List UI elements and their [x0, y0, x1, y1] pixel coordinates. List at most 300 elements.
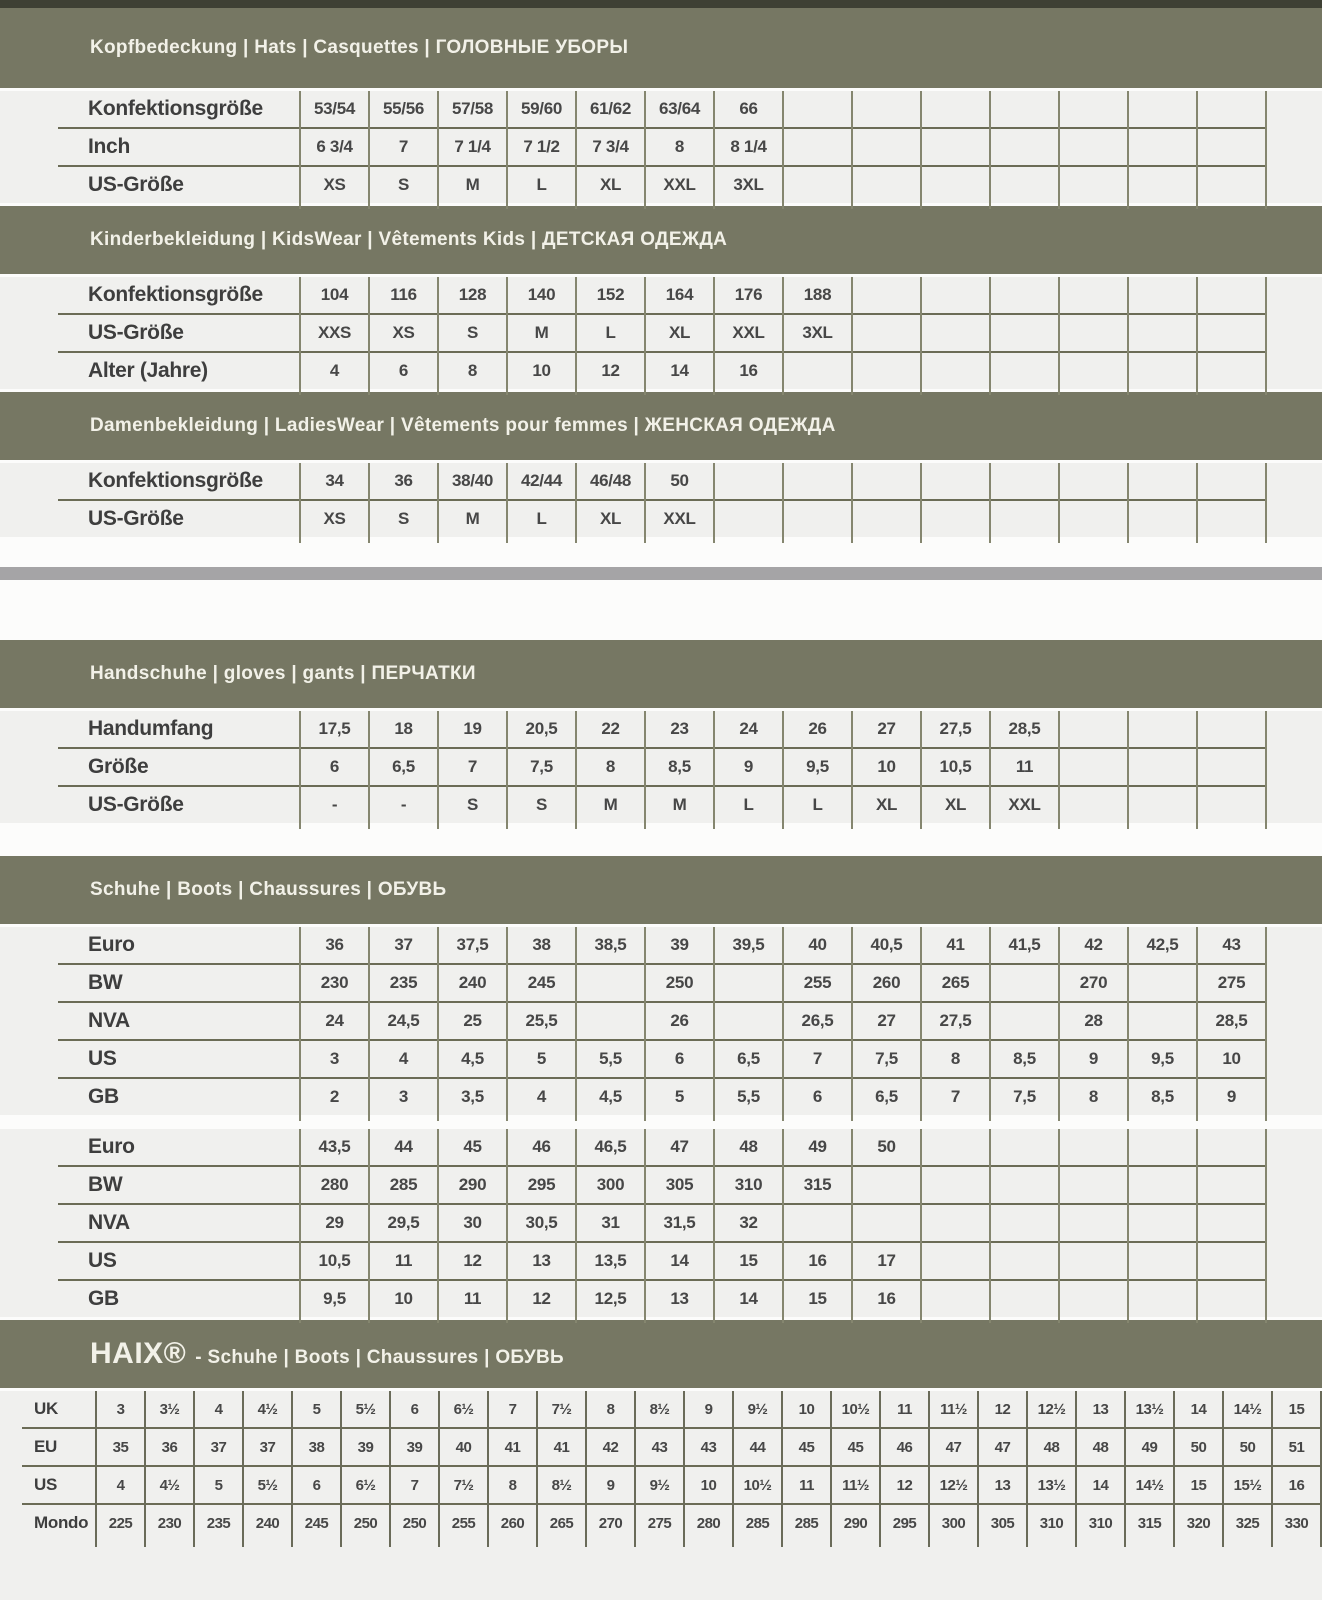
size-cell: 16 [1288, 1476, 1305, 1494]
size-cell: 152 [596, 285, 625, 304]
grid-line [1124, 1391, 1126, 1547]
size-cell: 41 [553, 1438, 570, 1456]
size-cell: 225 [108, 1514, 133, 1532]
size-cell: 260 [872, 973, 901, 992]
size-cell: 15 [739, 1251, 758, 1270]
size-cell: 3 [116, 1400, 125, 1418]
size-cell: 14 [1092, 1476, 1109, 1494]
grid-line [1265, 463, 1267, 543]
section-gap [0, 823, 1322, 856]
size-cell: 13 [994, 1476, 1011, 1494]
row-label: GB [88, 1085, 119, 1108]
grid-line [368, 927, 370, 1121]
size-cell: 6 [410, 1400, 419, 1418]
grid-line [1075, 1391, 1077, 1547]
table-row [0, 315, 1266, 351]
size-cell: 53/54 [313, 99, 356, 118]
size-cell: 9,5 [806, 757, 829, 776]
grid-line [989, 277, 991, 395]
size-cell: XS [323, 175, 346, 194]
grid-line [299, 277, 301, 395]
size-cell: 63/64 [658, 99, 701, 118]
size-cell: 8,5 [668, 757, 691, 776]
size-cell: 27 [877, 719, 896, 738]
size-cell: 4 [329, 361, 340, 380]
grid-line [1127, 277, 1129, 395]
size-cell: L [743, 795, 754, 814]
size-cell: 16 [877, 1289, 896, 1308]
size-cell: 5½ [355, 1400, 376, 1418]
size-cell: 6½ [453, 1400, 474, 1418]
size-cell: 50 [877, 1137, 896, 1156]
size-cell: 8 [950, 1049, 961, 1068]
row-label: Mondo [34, 1513, 89, 1532]
size-cell: 128 [458, 285, 487, 304]
grid-line [506, 91, 508, 209]
size-cell: 5 [674, 1087, 685, 1106]
size-cell: 12 [994, 1400, 1011, 1418]
size-cell: 50 [670, 471, 689, 490]
size-cell: 15 [1190, 1476, 1207, 1494]
grid-line [830, 1391, 832, 1547]
row-label: BW [88, 971, 123, 994]
grid-line [487, 1391, 489, 1547]
size-cell: 47 [994, 1438, 1011, 1456]
size-cell: L [605, 323, 616, 342]
grid-line [368, 1129, 370, 1323]
size-cell: 8,5 [1013, 1049, 1036, 1068]
size-cell: 24,5 [387, 1011, 420, 1030]
size-table [0, 463, 1266, 537]
size-cell: S [466, 323, 479, 342]
size-cell: 11 [463, 1289, 482, 1308]
grid-line [1127, 1129, 1129, 1323]
grid-line [1058, 463, 1060, 543]
size-cell: M [465, 175, 480, 194]
section-title: Damenbekleidung | LadiesWear | Vêtements pour femmes | ЖЕНСКАЯ ОДЕЖДА [90, 415, 836, 436]
grid-line [437, 1129, 439, 1323]
size-cell: 7,5 [1013, 1087, 1036, 1106]
table-strip [0, 927, 1322, 1317]
row-label: BW [88, 1173, 123, 1196]
size-cell: XL [944, 795, 967, 814]
size-cell: 4½ [257, 1400, 278, 1418]
size-cell: 12½ [939, 1476, 968, 1494]
size-cell: 8 [674, 137, 685, 156]
size-cell: 45 [463, 1137, 482, 1156]
size-cell: 265 [549, 1514, 574, 1532]
grid-line [506, 927, 508, 1121]
grid-line [299, 711, 301, 829]
size-cell: 270 [598, 1514, 623, 1532]
size-cell: XL [875, 795, 898, 814]
size-cell: 5½ [257, 1476, 278, 1494]
table-row [0, 91, 1266, 127]
row-label: Euro [88, 933, 135, 956]
grid-line [389, 1391, 391, 1547]
size-cell: 285 [794, 1514, 819, 1532]
size-cell: 14 [670, 361, 689, 380]
size-cell: 235 [389, 973, 418, 992]
grid-line [1127, 91, 1129, 209]
grid-line [437, 91, 439, 209]
grid-line [644, 91, 646, 209]
size-cell: XS [392, 323, 415, 342]
size-cell: 6 [312, 1476, 321, 1494]
size-cell: 6 [812, 1087, 823, 1106]
size-cell: 7,5 [875, 1049, 898, 1068]
grid-line [1265, 277, 1267, 395]
table-row [0, 1129, 1266, 1165]
size-cell: 12 [896, 1476, 913, 1494]
grid-line [851, 711, 853, 829]
grid-line [1058, 711, 1060, 829]
grid-line [782, 277, 784, 395]
row-label: Alter (Jahre) [88, 359, 208, 382]
size-cell: 41,5 [1008, 935, 1041, 954]
size-cell: 11 [897, 1400, 912, 1418]
size-cell: 240 [255, 1514, 280, 1532]
grid-line [299, 927, 301, 1121]
size-cell: XL [599, 509, 622, 528]
size-cell: 9,5 [323, 1289, 346, 1308]
row-label: Inch [88, 135, 130, 158]
size-cell: 3XL [802, 323, 833, 342]
size-cell: 245 [304, 1514, 329, 1532]
size-cell: 275 [647, 1514, 672, 1532]
size-cell: 4 [398, 1049, 409, 1068]
size-cell: 6,5 [737, 1049, 760, 1068]
size-cell: 28,5 [1008, 719, 1041, 738]
size-cell: 10 [877, 757, 896, 776]
row-label: Konfektionsgröße [88, 97, 263, 120]
size-cell: 9 [606, 1476, 615, 1494]
grid-line [1058, 277, 1060, 395]
grid-line [95, 1391, 97, 1547]
size-cell: 8 [467, 361, 478, 380]
size-table [0, 277, 1266, 389]
grid-line [851, 91, 853, 209]
table-row [0, 1167, 1266, 1203]
size-cell: 2 [329, 1087, 340, 1106]
size-cell: 26,5 [801, 1011, 834, 1030]
size-table [0, 1391, 1321, 1541]
grid-line [437, 711, 439, 829]
grid-line [437, 277, 439, 395]
grid-line [575, 277, 577, 395]
size-cell: 140 [527, 285, 556, 304]
size-cell: 4½ [159, 1476, 180, 1494]
grid-line [644, 711, 646, 829]
brand-name: HAIX® [90, 1337, 187, 1370]
grid-line [299, 1129, 301, 1323]
size-cell: XXL [663, 509, 696, 528]
section-title: Handschuhe | gloves | gants | ПЕРЧАТКИ [90, 663, 476, 684]
size-cell: 48 [739, 1137, 758, 1156]
section-header [0, 392, 1322, 460]
size-cell: 43 [1222, 935, 1241, 954]
grid-line [782, 927, 784, 1121]
grid-line [506, 1129, 508, 1323]
section-gloves [0, 640, 1322, 823]
size-cell: 17 [877, 1251, 896, 1270]
grid-line [851, 463, 853, 543]
table-row [0, 1505, 1321, 1541]
size-cell: 12 [601, 361, 620, 380]
grid-line [920, 277, 922, 395]
size-cell: 25,5 [525, 1011, 558, 1030]
size-cell: 315 [803, 1175, 832, 1194]
size-cell: L [812, 795, 823, 814]
size-cell: 37 [210, 1438, 227, 1456]
table-row [0, 927, 1266, 963]
table-row [0, 965, 1266, 1001]
grid-line [920, 91, 922, 209]
size-cell: L [536, 175, 547, 194]
size-cell: 8 [606, 1400, 615, 1418]
size-cell: 255 [803, 973, 832, 992]
size-cell: 13½ [1135, 1400, 1164, 1418]
section-header [0, 640, 1322, 708]
size-cell: 40 [455, 1438, 472, 1456]
size-cell: 285 [389, 1175, 418, 1194]
grid-line [1196, 463, 1198, 543]
size-cell: 9 [704, 1400, 713, 1418]
table-row [0, 1467, 1321, 1503]
grid-line [989, 91, 991, 209]
size-cell: 14 [739, 1289, 758, 1308]
size-cell: 6 [398, 361, 409, 380]
size-cell: 31,5 [663, 1213, 696, 1232]
size-cell: 7 [467, 757, 478, 776]
grid-line [506, 711, 508, 829]
size-table [0, 711, 1266, 823]
size-cell: 11 [394, 1251, 413, 1270]
grid-line [299, 91, 301, 209]
grid-line [1127, 927, 1129, 1121]
size-cell: 35 [112, 1438, 129, 1456]
size-cell: 13 [670, 1289, 689, 1308]
section-ladies [0, 392, 1322, 537]
size-cell: 11 [799, 1476, 814, 1494]
section-header [0, 206, 1322, 274]
size-cell: 9,5 [1151, 1049, 1174, 1068]
row-label: Konfektionsgröße [88, 283, 263, 306]
table-row [0, 353, 1266, 389]
size-cell: 10 [700, 1476, 717, 1494]
section-header [0, 1320, 1322, 1388]
size-cell: 39 [670, 935, 689, 954]
size-cell: 3XL [733, 175, 764, 194]
size-cell: 49 [808, 1137, 827, 1156]
section-title: Kinderbekleidung | KidsWear | Vêtements Kids | ДЕТСКАЯ ОДЕЖДА [90, 229, 728, 250]
grid-line [1058, 927, 1060, 1121]
size-cell: 39 [357, 1438, 374, 1456]
grid-line [879, 1391, 881, 1547]
grid-line [1196, 1129, 1198, 1323]
grid-line [368, 711, 370, 829]
size-cell: 29,5 [387, 1213, 420, 1232]
size-cell: 25 [463, 1011, 482, 1030]
size-cell: 10 [394, 1289, 413, 1308]
size-cell: 7 [410, 1476, 419, 1494]
table-strip [0, 711, 1322, 823]
size-cell: - [400, 795, 407, 814]
grid-line [575, 1129, 577, 1323]
grid-line [634, 1391, 636, 1547]
table-row [0, 711, 1266, 747]
size-cell: 300 [596, 1175, 625, 1194]
size-cell: 4 [116, 1476, 125, 1494]
size-cell: XXL [1008, 795, 1041, 814]
size-cell: 51 [1288, 1438, 1305, 1456]
size-cell: 48 [1092, 1438, 1109, 1456]
size-cell: 10 [798, 1400, 815, 1418]
table-row [0, 1243, 1266, 1279]
size-cell: 38/40 [451, 471, 494, 490]
size-cell: 23 [670, 719, 689, 738]
size-cell: 12 [532, 1289, 551, 1308]
size-cell: 42 [602, 1438, 619, 1456]
size-cell: XL [668, 323, 691, 342]
grid-line [1058, 91, 1060, 209]
grid-line [851, 927, 853, 1121]
size-cell: 32 [739, 1213, 758, 1232]
size-cell: 45 [798, 1438, 815, 1456]
grid-line [781, 1391, 783, 1547]
size-cell: 15 [1288, 1400, 1305, 1418]
size-cell: 3 [398, 1087, 409, 1106]
table-strip [0, 91, 1322, 203]
grid-line [644, 277, 646, 395]
row-label: US-Größe [88, 507, 184, 530]
size-cell: S [535, 795, 548, 814]
grid-line [1196, 91, 1198, 209]
size-cell: 11½ [842, 1476, 869, 1494]
table-row [0, 1391, 1321, 1427]
grid-line [920, 463, 922, 543]
size-cell: 45 [847, 1438, 864, 1456]
section-title [90, 1337, 564, 1371]
size-cell: 44 [394, 1137, 413, 1156]
grid-line [1265, 1129, 1267, 1323]
size-cell: 4,5 [599, 1087, 622, 1106]
top-border [0, 0, 1322, 8]
size-cell: 255 [451, 1514, 476, 1532]
grid-line [1127, 711, 1129, 829]
size-cell: 8½ [551, 1476, 572, 1494]
size-cell: 295 [527, 1175, 556, 1194]
grid-line [713, 91, 715, 209]
size-cell: 8 [605, 757, 616, 776]
size-cell: 285 [745, 1514, 770, 1532]
size-cell: S [466, 795, 479, 814]
grid-line [536, 1391, 538, 1547]
row-label: Euro [88, 1135, 135, 1158]
size-cell: 14½ [1233, 1400, 1262, 1418]
size-cell: 13,5 [594, 1251, 627, 1270]
grid-line [989, 927, 991, 1121]
size-cell: 310 [1088, 1514, 1113, 1532]
grid-line [1265, 91, 1267, 209]
grid-line [299, 463, 301, 543]
size-cell: 250 [353, 1514, 378, 1532]
size-cell: 27 [877, 1011, 896, 1030]
grid-line [242, 1391, 244, 1547]
table-strip [0, 463, 1322, 537]
size-cell: 9 [743, 757, 754, 776]
grid-line [713, 927, 715, 1121]
section-subtitle: - Schuhe | Boots | Chaussures | ОБУВЬ [195, 1347, 564, 1368]
size-cell: 10,5 [318, 1251, 351, 1270]
size-cell: 6 3/4 [316, 137, 353, 156]
size-cell: XL [599, 175, 622, 194]
size-cell: 16 [739, 361, 758, 380]
size-cell: 7½ [453, 1476, 474, 1494]
table-row [0, 129, 1266, 165]
table-row [0, 501, 1266, 537]
size-cell: 5 [536, 1049, 547, 1068]
size-cell: 5 [214, 1476, 223, 1494]
size-cell: 260 [500, 1514, 525, 1532]
table-row [0, 167, 1266, 203]
size-cell: 14½ [1135, 1476, 1164, 1494]
row-label: US-Größe [88, 173, 184, 196]
size-cell: 61/62 [589, 99, 632, 118]
grid-line [437, 463, 439, 543]
grid-line [713, 711, 715, 829]
size-cell: 34 [325, 471, 344, 490]
table-row [0, 463, 1266, 499]
grid-line [368, 277, 370, 395]
size-cell: 29 [325, 1213, 344, 1232]
grid-line [575, 927, 577, 1121]
table-row [0, 1429, 1321, 1465]
size-cell: 46,5 [594, 1137, 627, 1156]
row-label: US [88, 1249, 117, 1272]
section-kids [0, 206, 1322, 389]
grid-line [713, 1129, 715, 1323]
size-cell: 116 [390, 285, 417, 304]
size-cell: 188 [803, 285, 832, 304]
size-cell: XS [323, 509, 346, 528]
size-cell: 28 [1084, 1011, 1103, 1030]
size-cell: 39,5 [732, 935, 765, 954]
table-strip [0, 277, 1322, 389]
grid-line [368, 91, 370, 209]
size-cell: 6 [674, 1049, 685, 1068]
size-cell: 42 [1084, 935, 1103, 954]
size-cell: 3 [329, 1049, 340, 1068]
grid-line [989, 463, 991, 543]
size-cell: - [331, 795, 338, 814]
grid-line [989, 1129, 991, 1323]
size-cell: 290 [458, 1175, 487, 1194]
size-cell: 38,5 [594, 935, 627, 954]
size-cell: 43 [651, 1438, 668, 1456]
size-cell: 37 [394, 935, 413, 954]
size-cell: 47 [945, 1438, 962, 1456]
table-row [0, 277, 1266, 313]
size-cell: 59/60 [520, 99, 563, 118]
size-cell: 14 [1190, 1400, 1207, 1418]
section-gap [0, 580, 1322, 640]
grid-line [1196, 277, 1198, 395]
grid-line [1265, 927, 1267, 1121]
row-label: Größe [88, 755, 149, 778]
grid-line [920, 927, 922, 1121]
size-cell: 330 [1284, 1514, 1309, 1532]
